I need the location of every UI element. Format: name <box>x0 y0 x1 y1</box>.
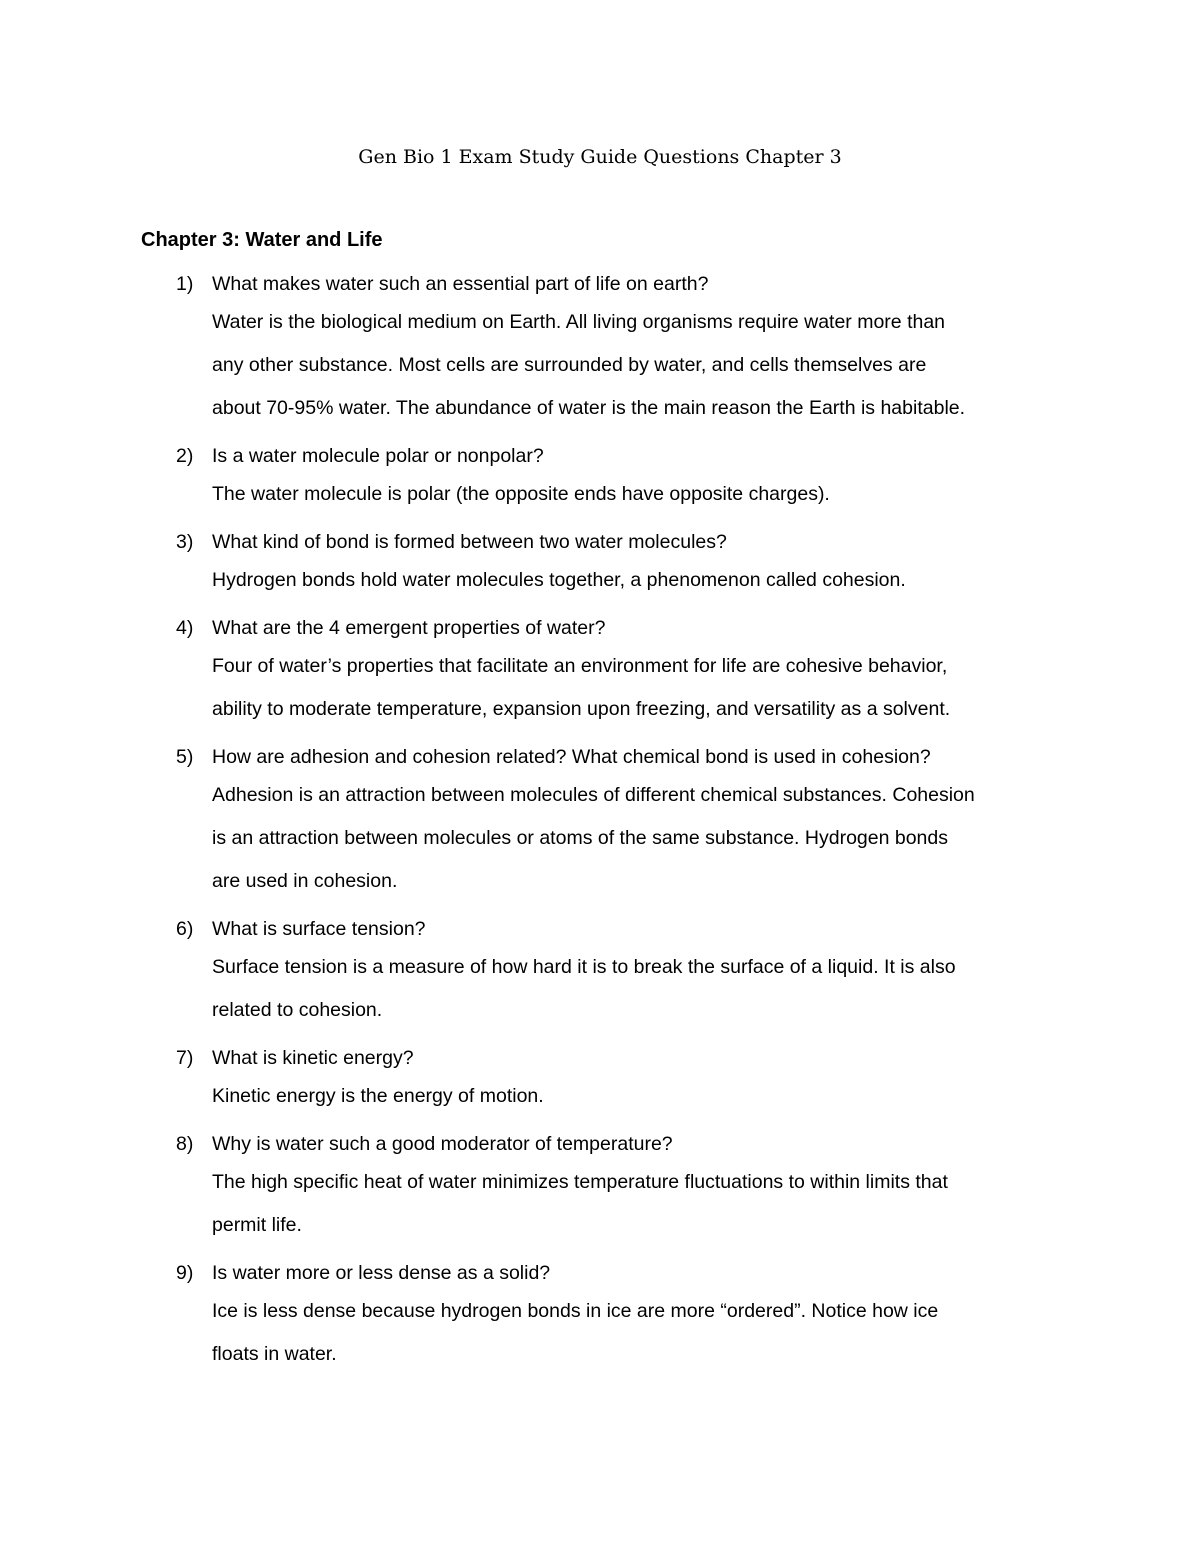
answer-line: The high specific heat of water minimizes temperature fluctuations to within limits that <box>212 1171 948 1193</box>
answer-line: are used in cohesion. <box>212 870 398 892</box>
question-item <box>0 1256 1200 1376</box>
answer-line: Hydrogen bonds hold water molecules together, a phenomenon called cohesion. <box>212 569 906 591</box>
question-number: 2) <box>176 445 194 467</box>
question-item <box>0 1041 1200 1118</box>
answer-line: Surface tension is a measure of how hard it is to break the surface of a liquid. It is also <box>212 956 956 978</box>
question-text: Why is water such a good moderator of temperature? <box>212 1133 673 1155</box>
answer-line: Adhesion is an attraction between molecules of different chemical substances. Cohesion <box>212 784 975 806</box>
question-number: 1) <box>176 273 194 295</box>
answer-line: any other substance. Most cells are surrounded by water, and cells themselves are <box>212 354 927 376</box>
answer-text <box>0 946 1062 1032</box>
question-text: What is kinetic energy? <box>212 1047 414 1069</box>
answer-line: Four of water’s properties that facilitate an environment for life are cohesive behavior, <box>212 655 948 677</box>
answer-text <box>0 301 1062 430</box>
question-number: 4) <box>176 617 194 639</box>
answer-line: The water molecule is polar (the opposite ends have opposite charges). <box>212 483 830 505</box>
question-number: 8) <box>176 1133 194 1155</box>
question-text: Is water more or less dense as a solid? <box>212 1262 551 1284</box>
answer-text <box>0 473 1062 516</box>
question-text: What kind of bond is formed between two water molecules? <box>212 531 727 553</box>
answer-line: floats in water. <box>212 1343 337 1365</box>
answer-line: about 70-95% water. The abundance of water is the main reason the Earth is habitable. <box>212 397 966 419</box>
answer-text <box>0 645 1062 731</box>
question-text: What are the 4 emergent properties of water? <box>212 617 606 639</box>
document-title: Gen Bio 1 Exam Study Guide Questions Chapter 3 <box>358 146 842 168</box>
question-text: Is a water molecule polar or nonpolar? <box>212 445 544 467</box>
question-text: How are adhesion and cohesion related? What chemical bond is used in cohesion? <box>212 746 931 768</box>
section-heading: Chapter 3: Water and Life <box>141 229 383 251</box>
question-item <box>0 439 1200 516</box>
question-number: 6) <box>176 918 194 940</box>
question-text: What is surface tension? <box>212 918 426 940</box>
question-text: What makes water such an essential part of life on earth? <box>212 273 709 295</box>
question-item <box>0 740 1200 903</box>
question-number: 3) <box>176 531 194 553</box>
answer-line: Water is the biological medium on Earth. All living organisms require water more than <box>212 311 946 333</box>
question-item <box>0 611 1200 731</box>
question-item <box>0 525 1200 602</box>
answer-line: related to cohesion. <box>212 999 383 1021</box>
answer-line: permit life. <box>212 1214 302 1236</box>
answer-text <box>0 1290 1062 1376</box>
answer-line: Kinetic energy is the energy of motion. <box>212 1085 544 1107</box>
answer-text <box>0 774 1062 903</box>
answer-line: is an attraction between molecules or atoms of the same substance. Hydrogen bonds <box>212 827 948 849</box>
answer-line: ability to moderate temperature, expansion upon freezing, and versatility as a solvent. <box>212 698 951 720</box>
answer-text <box>0 1161 1062 1247</box>
answer-text <box>0 559 1062 602</box>
answer-line: Ice is less dense because hydrogen bonds in ice are more “ordered”. Notice how ice <box>212 1300 939 1322</box>
question-item <box>0 267 1200 430</box>
question-number: 7) <box>176 1047 194 1069</box>
question-item <box>0 912 1200 1032</box>
question-number: 9) <box>176 1262 194 1284</box>
answer-text <box>0 1075 1062 1118</box>
question-item <box>0 1127 1200 1247</box>
question-list <box>0 267 1200 1385</box>
question-number: 5) <box>176 746 194 768</box>
